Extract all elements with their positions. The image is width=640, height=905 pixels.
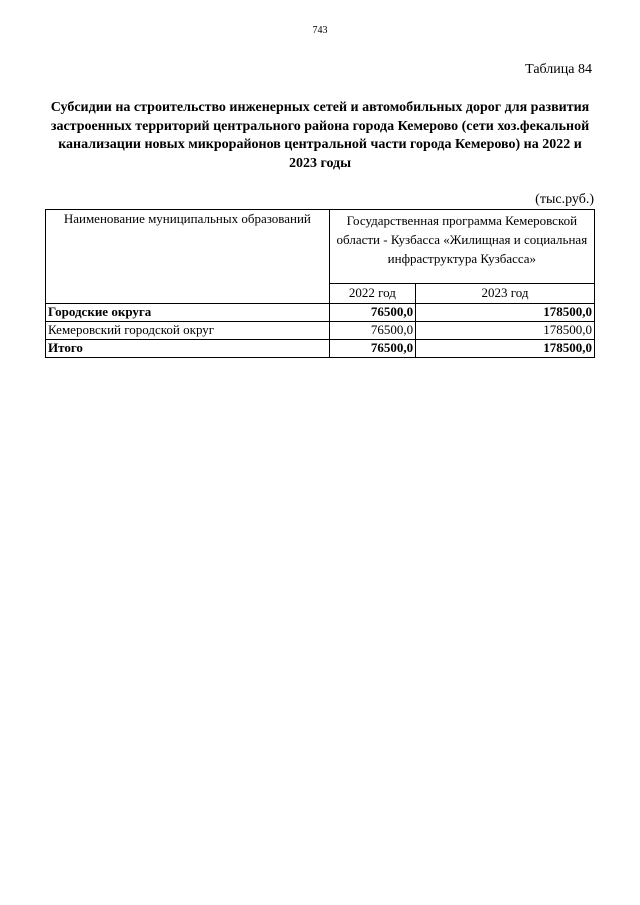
row-value-2022: 76500,0 [329,304,415,322]
header-municipality: Наименование муниципальных образований [46,210,330,304]
row-value-2022: 76500,0 [329,322,415,340]
header-program: Государственная программа Кемеровской области - Кузбасса «Жилищная и социальная инфраструктура Кузбасса» [329,210,594,284]
table-label: Таблица 84 [525,62,592,77]
row-value-2022: 76500,0 [329,340,415,358]
document-title: Субсидии на строительство инженерных сетей и автомобильных дорог для развития застроенных территорий центрального района города Кемерово (сети хоз.фекальной канализации новых микрорайонов центральной части города Кемерово) на 2022 и 2023 годы [50,100,590,171]
table-row [46,340,595,358]
table-row [46,322,595,340]
header-row-program [46,210,595,284]
page-number: 743 [312,25,328,36]
table-row [46,304,595,322]
row-value-2023: 178500,0 [416,304,595,322]
row-name: Итого [46,340,330,358]
subsidy-table [45,209,595,358]
row-name: Кемеровский городской округ [46,322,330,340]
row-value-2023: 178500,0 [416,340,595,358]
header-year-2023: 2023 год [416,284,595,304]
header-year-2022: 2022 год [329,284,415,304]
row-name: Городские округа [46,304,330,322]
row-value-2023: 178500,0 [416,322,595,340]
units-label: (тыс.руб.) [535,192,594,207]
